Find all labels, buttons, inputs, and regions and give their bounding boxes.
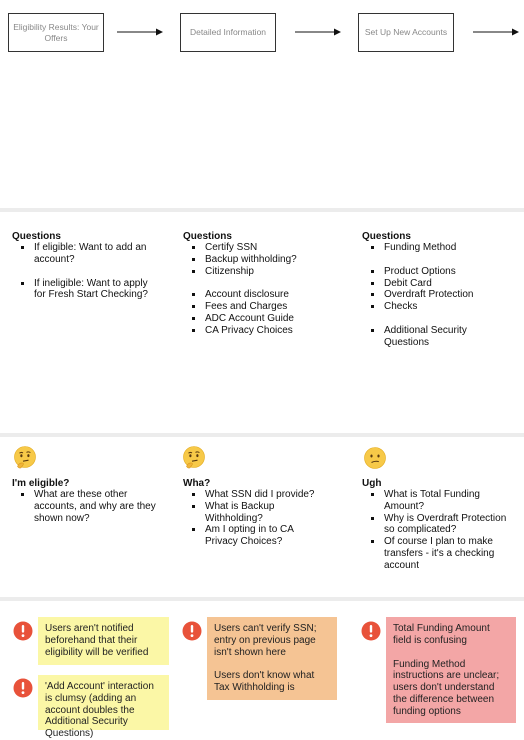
sticky-note xyxy=(207,617,337,700)
sticky-note-text: Users aren't notified beforehand that their eligibility will be verified xyxy=(45,623,149,658)
question-item: Account disclosure xyxy=(183,289,343,301)
arrow-icon xyxy=(295,27,341,37)
sticky-note xyxy=(386,617,516,723)
questions-title: Questions xyxy=(12,231,61,242)
questions-title: Questions xyxy=(183,231,232,242)
question-item: Debit Card xyxy=(362,278,512,290)
sticky-note-text: Users don't know what Tax Withholding is xyxy=(214,670,315,694)
sticky-note xyxy=(38,675,169,740)
emotion-item: What is Backup Withholding? xyxy=(183,501,323,525)
emotion-item: What is Total Funding Amount? xyxy=(362,489,512,513)
warning-icon xyxy=(13,678,33,698)
warning-icon xyxy=(182,621,202,641)
emotion-item: What SSN did I provide? xyxy=(183,489,323,501)
arrow-icon xyxy=(117,27,163,37)
questions-column-1 xyxy=(12,231,162,301)
emotion-column-2 xyxy=(183,478,323,548)
emotion-title: I'm eligible? xyxy=(12,478,70,489)
question-item: Certify SSN xyxy=(183,242,343,254)
arrow-icon xyxy=(473,27,519,37)
sticky-note-text: Total Funding Amount field is confusing xyxy=(393,623,490,646)
questions-list xyxy=(12,242,162,301)
question-item: Fees and Charges xyxy=(183,301,343,313)
emotion-list xyxy=(12,489,162,524)
emotion-list xyxy=(183,489,323,548)
step-detailed-information: Detailed Information xyxy=(180,13,276,52)
emotion-column-1 xyxy=(12,478,162,524)
question-item: If eligible: Want to add an account? xyxy=(12,242,162,266)
emotion-title: Wha? xyxy=(183,478,211,489)
step-set-up-new-accounts: Set Up New Accounts xyxy=(358,13,454,52)
emotion-column-3 xyxy=(362,478,512,572)
questions-list xyxy=(183,242,343,337)
emotion-item: What are these other accounts, and why are they shown now? xyxy=(12,489,162,524)
section-divider xyxy=(0,208,524,212)
question-item: ADC Account Guide xyxy=(183,313,343,325)
emotion-list xyxy=(362,489,512,572)
questions-column-3 xyxy=(362,231,512,349)
thinking-face-icon xyxy=(13,446,37,470)
thinking-face-icon xyxy=(182,446,206,470)
step-eligibility-results: Eligibility Results: Your Offers xyxy=(8,13,104,52)
questions-title: Questions xyxy=(362,231,411,242)
question-item: Overdraft Protection xyxy=(362,289,512,301)
section-divider xyxy=(0,597,524,601)
question-item: Citizenship xyxy=(183,266,343,278)
questions-list xyxy=(362,242,512,349)
section-divider xyxy=(0,433,524,437)
sticky-note xyxy=(38,617,169,665)
question-item: Checks xyxy=(362,301,512,313)
emotion-item: Am I opting in to CA Privacy Choices? xyxy=(183,524,323,548)
emotion-item: Why is Overdraft Protection so complicated? xyxy=(362,513,512,537)
sticky-note-text: 'Add Account' interaction is clumsy (adding an account doubles the Additional Security Questions) xyxy=(45,681,154,740)
warning-icon xyxy=(13,621,33,641)
warning-icon xyxy=(361,621,381,641)
question-item: If ineligible: Want to apply for Fresh Start Checking? xyxy=(12,278,162,302)
question-item: Funding Method xyxy=(362,242,512,254)
confused-face-icon xyxy=(363,446,387,470)
emotion-item: Of course I plan to make transfers - it's a checking account xyxy=(362,536,512,571)
question-item: Backup withholding? xyxy=(183,254,343,266)
emotion-title: Ugh xyxy=(362,478,382,489)
question-item: CA Privacy Choices xyxy=(183,325,343,337)
sticky-note-text: Users can't verify SSN; entry on previous page isn't shown here xyxy=(214,623,317,658)
questions-column-2 xyxy=(183,231,343,337)
sticky-note-text: Funding Method instructions are unclear; users don't understand the difference between funding options xyxy=(393,658,500,717)
question-item: Product Options xyxy=(362,266,512,278)
question-item: Additional Security Questions xyxy=(362,325,512,349)
